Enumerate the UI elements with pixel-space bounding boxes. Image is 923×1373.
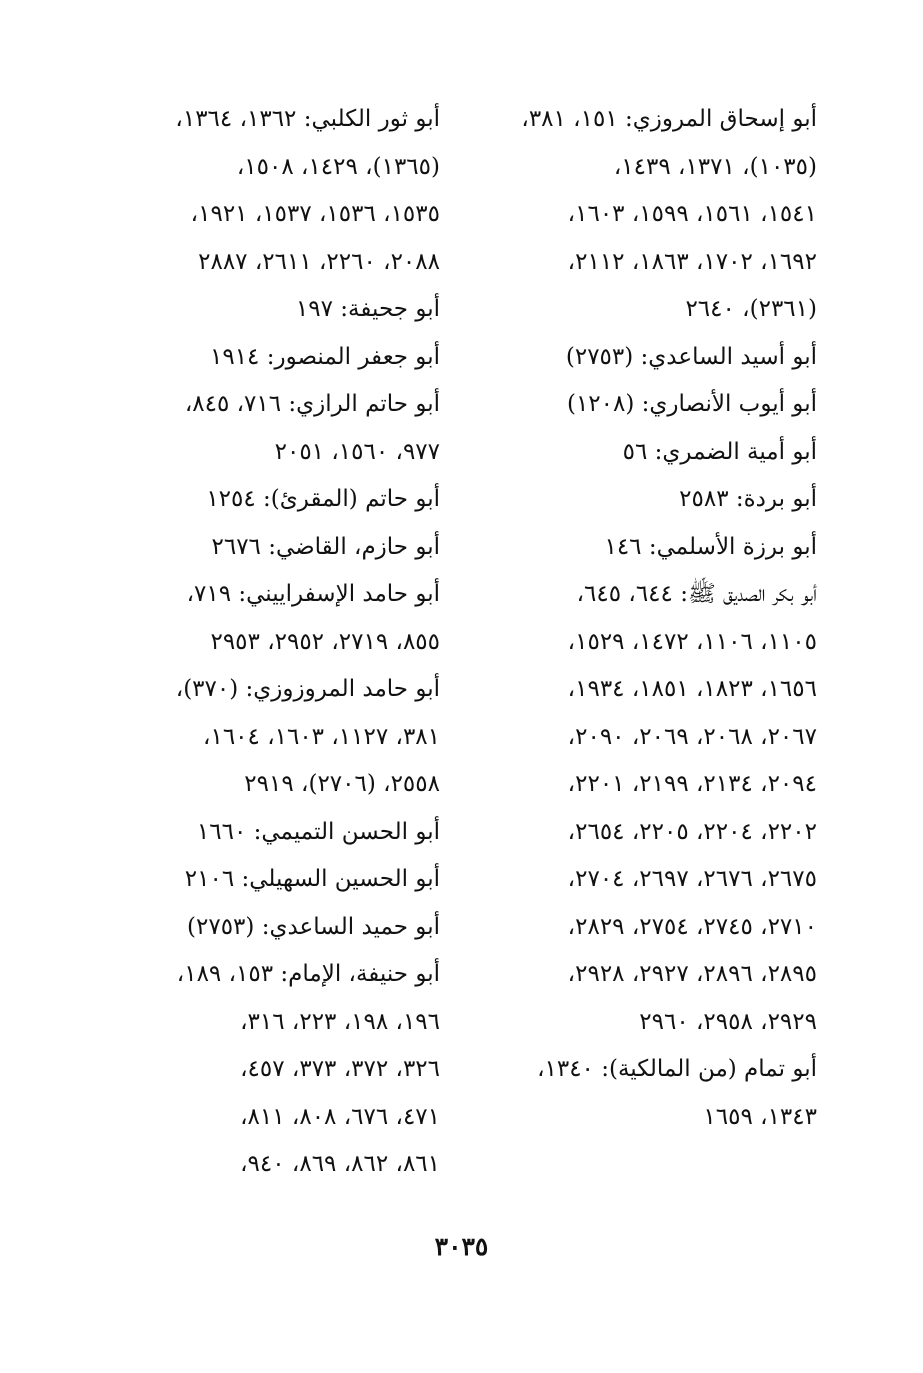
index-line: ٢٠٦٧، ٢٠٦٨، ٢٠٦٩، ٢٠٩٠، [567, 723, 817, 750]
index-line: أبو تمام (من المالكية): ١٣٤٠، [537, 1056, 817, 1082]
index-line: ٢٢٠٢، ٢٢٠٤، ٢٢٠٥، ٢٦٥٤، [567, 818, 817, 845]
index-line: أبو أمية الضمري: ٥٦ [622, 438, 817, 465]
index-line: ٢٦٧٥، ٢٦٧٦، ٢٦٩٧، ٢٧٠٤، [567, 866, 817, 892]
index-line: ٣٨١، ١١٢٧، ١٦٠٣، ١٦٠٤، [203, 723, 440, 750]
index-line: أبو الحسن التميمي: ١٦٦٠ [196, 818, 440, 845]
index-line: ٣٢٦، ٣٧٢، ٣٧٣، ٤٥٧، [240, 1056, 440, 1082]
index-line: ١٥٤١، ١٥٦١، ١٥٩٩، ١٦٠٣، [567, 201, 817, 227]
index-line: ١٦٥٦، ١٨٢٣، ١٨٥١، ١٩٣٤، [567, 676, 817, 702]
index-line: أبو جعفر المنصور: ١٩١٤ [210, 343, 440, 370]
index-line: أبو ثور الكلبي: ١٣٦٢، ١٣٦٤، [175, 106, 440, 132]
index-line: أبو برزة الأسلمي: ١٤٦ [604, 533, 817, 560]
index-line: (٢٣٦١)، ٢٦٤٠ [685, 296, 817, 322]
index-column-right [505, 96, 817, 1141]
index-line: أبو حامد المروزوزي: (٣٧٠)، [175, 676, 440, 702]
index-line: أبو حازم، القاضي: ٢٦٧٦ [211, 533, 440, 560]
index-line: ١٩٦، ١٩٨، ٢٢٣، ٣١٦، [240, 1008, 440, 1035]
index-line: ٢٩٢٩، ٢٩٥٨، ٢٩٦٠ [639, 1008, 817, 1035]
index-line: أبو حنيفة، الإمام: ١٥٣، ١٨٩، [176, 961, 440, 987]
index-line: ٢٧١٠، ٢٧٤٥، ٢٧٥٤، ٢٨٢٩، [567, 913, 817, 940]
index-line: ٨٥٥، ٢٧١٩، ٢٩٥٢، ٢٩٥٣ [210, 628, 440, 655]
index-line: (١٠٣٥)، ١٣٧١، ١٤٣٩، [613, 153, 817, 180]
index-line: أبو إسحاق المروزي: ١٥١، ٣٨١، [521, 106, 817, 132]
index-line: أبو حامد الإسفراييني: ٧١٩، [186, 581, 440, 607]
index-line: أبو حاتم (المقرئ): ١٢٥٤ [206, 486, 440, 512]
index-line: ٨٦١، ٨٦٢، ٨٦٩، ٩٤٠، [240, 1151, 440, 1177]
index-line: ٢٨٩٥، ٢٨٩٦، ٢٩٢٧، ٢٩٢٨، [567, 961, 817, 987]
index-line: أبو بكر الصديق ﷺ: ٦٤٤، ٦٤٥، [576, 581, 817, 607]
index-line: أبو حميد الساعدي: (٢٧٥٣) [187, 913, 440, 940]
index-line: أبو جحيفة: ١٩٧ [295, 296, 440, 322]
index-line: أبو أيوب الأنصاري: (١٢٠٨) [566, 391, 817, 417]
page-number: ٣٠٣٥ [434, 1232, 489, 1261]
index-line: ١٥٣٥، ١٥٣٦، ١٥٣٧، ١٩٢١، [190, 201, 440, 227]
index-line: ٤٧١، ٦٧٦، ٨٠٨، ٨١١، [240, 1103, 440, 1130]
index-line: أبو الحسين السهيلي: ٢١٠٦ [184, 866, 440, 892]
index-column-left [128, 96, 440, 1189]
index-line: ١٦٩٢، ١٧٠٢، ١٨٦٣، ٢١١٢، [567, 248, 817, 275]
index-line: ١١٠٥، ١١٠٦، ١٤٧٢، ١٥٢٩، [567, 628, 817, 655]
index-line: أبو حاتم الرازي: ٧١٦، ٨٤٥، [184, 391, 440, 417]
index-line: ١٣٤٣، ١٦٥٩ [703, 1103, 817, 1130]
index-line: ٢٠٩٤، ٢١٣٤، ٢١٩٩، ٢٢٠١، [567, 771, 817, 797]
index-line: أبو أسيد الساعدي: (٢٧٥٣) [565, 343, 817, 370]
index-line: أبو بردة: ٢٥٨٣ [679, 486, 817, 512]
index-line: ٢٥٥٨، (٢٧٠٦)، ٢٩١٩ [244, 771, 440, 797]
index-line: ٩٧٧، ١٥٦٠، ٢٠٥١ [274, 438, 440, 465]
index-line: (١٣٦٥)، ١٤٢٩، ١٥٠٨، [236, 153, 440, 180]
index-line: ٢٠٨٨، ٢٢٦٠، ٢٦١١، ٢٨٨٧ [198, 248, 440, 275]
